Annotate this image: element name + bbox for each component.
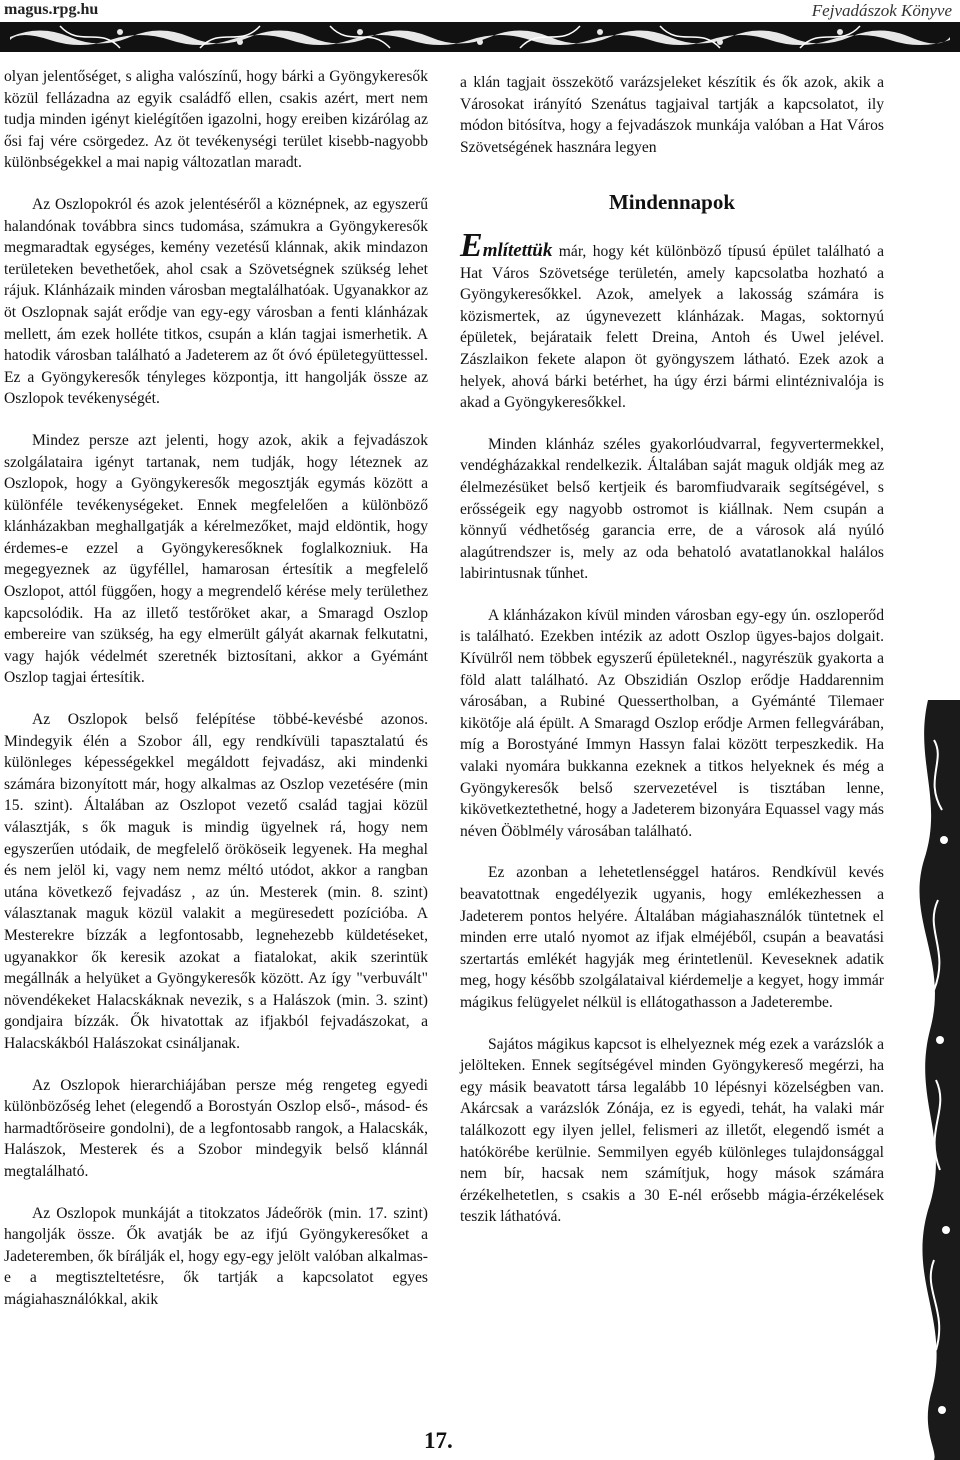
decorative-border-art (894, 700, 960, 1460)
page-header (0, 0, 960, 52)
paragraph: Az Oszlopok munkáját a titokzatos Jádeőrök (min. 17. szint) hangolják össze. Ők avatják be az ifjú Gyöngykeresőket a Jadeteremben, ők bírálják el, hogy egy-egy jelölt valóban alkalmas-e a megtiszteltetésre, ők tartják a kapcsolatot egyes mágiahasználókkal, akik (4, 1204, 428, 1308)
paragraph: Minden klánház széles gyakorlóudvarral, fegyvertermekkel, vendégházakkal rendelkezik. Általában saját maguk oldják meg az élelmezésüket belső kertjeik és baromfiudvaraik segítségével, s erősségeik egy nagyobb ostromot is kiállnak. Nem csupán a könnyű védhetőség garancia erre, de a városok alá nyúló alagútrendszer is, mely az oda behatoló avatatlanokkal halálos labirintusnak tűnhet. (460, 435, 884, 583)
paragraph: Ez azonban a lehetetlenséggel határos. Rendkívül kevés beavatottnak engedélyezik ugyanis, hogy emlékezhessen a Jadeterem pontos helyére. Általában mágiahasználók tüntetnek el minden erre utaló nyomot az ifjak elméjéből, csupán a beavatási szertartás emlékét hagyják meg érintetlenül. Keveseknek adatik meg, hogy később szolgálataival kiérdemelje a kegyet, hogy immár mágikus felügyelet nélkül is ellátogathasson a Jadeterembe. (460, 864, 884, 1011)
drop-word: mlítettük (482, 239, 553, 261)
left-column (4, 66, 428, 1330)
paragraph: Az Oszlopok belső felépítése többé-kevésbé azonos. Mindegyik élén a Szobor áll, egy rendkívüli tapasztalatú és különleges képességekkel megáldott fejvadász, aki mindenki számára bizonyított már, hogy alkalmas az Oszlop vezetésére (min 15. szint). Általában az Oszlopot vezető család tagjai közül választják, s ők maguk is mindig ügyelnek rá, hogy nem egyszerűen utódaik, de megfelelő örököseik legyenek. Ha meghal és nem jelöl ki, vagy nem nemz méltó utódot, akkor a rangban utána következő fejvadász , az ún. Mesterek (min. 8. szint) választanak maguk közül valakit a megüresedett pozícióba. A Mesterekre bízzák a legfontosabb, legnehezebb küldetéseket, ugyanakkor ők keresik azokat a fiatalokat, akik szerintük megállnák a helyüket a Gyöngykeresők között. Az így "verbuvált" növendékeket Halacskáknak nevezik, s a Halászok (min. 3. szint) gondjaira bízzák. Ők hivatottak az ifjakból fejvadászokat, a Halacskákból Halászokat csináljanak. (4, 711, 428, 1052)
drop-cap: E (460, 226, 483, 264)
paragraph: A klánházakon kívül minden városban egy-egy ún. oszloperőd is található. Ezekben intézik az adott Oszlop ügyes-bajos dolgait. Kívülről nem többek egyszerű épületeknél., nagyrészük gyakorta a föld alatt található. Az Obszidián Oszlop erődje Haddarennim városában, a Rubiné Quessertholban, a Gyémánté Tilemaer kikötője alá épült. A Smaragd Oszlop erődje Armen fellegvárában, míg a Borostyáné Immyn Hassyn falai között terpeszkedik. Ha valaki nyomára bukkanna ezeknek a titkos helyeknek és még a Gyöngykeresők belső szervezetével is tisztában lenne, kikövetkeztethetné, hogy a Jadeterem bizonyára Equassel vagy más néven Ööblmély városában található. (460, 606, 884, 840)
paragraph: a klán tagjait összekötő varázsjeleket készítik és ők azok, akik a Városokat irányító Szenátus tagjaival tartják a kapcsolatot, ily módon bitósítva, hogy a fejvadászok munkája valóban a Hat Város Szövetségének hasznára legyen (460, 74, 884, 156)
book-title: Fejvadászok Könyve (811, 1, 952, 20)
page-number: 17. (424, 1428, 453, 1453)
paragraph: Az Oszlopok hierarchiájában persze még rengeteg egyedi különbözőség lehet (elegendő a Borostyán Oszlop első-, másod- és harmadtőröseire gondolni), de a legfontosabb rangok, a Halacskák, Halászok, Mesterek és a Szobor mindegyik belső klánnál megtalálható. (4, 1076, 428, 1180)
paragraph: olyan jelentőséget, s aligha valószínű, hogy bárki a Gyöngykeresők közül fellázadna az egyik családfő ellen, csakis azért, mert nem tudja minden igényt kielégítően igazolni, hogy ereiben kizárólag az ősi faj vére csörgedez. Az öt tevékenységi terület kisebb-nagyobb különbségekkel a mai napig változatlan maradt. (4, 68, 428, 172)
paragraph: Sajátos mágikus kapcsot is elhelyeznek még ezek a varázslók a jelölteken. Ennek segítségével minden Gyöngykereső megérzi, ha egy másik beavatott társa legalább 10 lépésnyi közelségben van. Akárcsak a varázslók Zónája, ez is egyedi, tehát, ha valaki már találkozott egy ilyen jellel, felismeri az illetőt, elegendő ismét a hatókörébe kerülnie. Semmilyen egyéb különleges tulajdonsággal nem bír, hacsak nem számítjuk, hogy mások számára érzékelhetetlen, s csakis a 30 E-nél erősebb mágia-érzékelések teszik láthatóvá. (460, 1035, 884, 1226)
paragraph-dropcap (460, 226, 884, 414)
ornamental-banner (0, 22, 960, 52)
right-column (460, 72, 884, 1248)
site-name: magus.rpg.hu (4, 1, 99, 18)
paragraph-text: már, hogy két különböző típusú épület található a Hat Város Szövetsége területén, amely kapcsolatba hozható a Gyöngykeresőkkel. Azok, amelyek a lakosság számára is közismertek, az úgynevezett klánházak. Magas, soktornyú épületek, bejárataik felett Dreina, Antoh és Uwel jelével. Zászlaikon fekete alapon öt gyöngyszem látható. Ezek azok a helyek, ahová bárki betérhet, ha úgy érzi bármi elintéznivalója is akad a Gyöngykeresőkkel. (460, 242, 884, 412)
paragraph: Mindez persze azt jelenti, hogy azok, akik a fejvadászok szolgálataira igényt tartanak, nem tudják, hogy léteznek az Oszlopok, hogy a Gyöngykeresők megosztják egymás között a különféle tevékenységeket. Ennek megfelelően a különböző klánházakban meghallgatják a kérelmezőket, majd eldöntik, hogy érdemes-e ezzel a Gyöngykeresőknek foglalkozniuk. Ha megegyeznek az ügyféllel, hamarosan értesítik a megfelelő Oszlopot, attól függően, hogy a megrendelő kérése mely területhez kapcsolódik. Ha az illető testőröket akar, a Smaragd Oszlop embereire van szükség, ha egy elmerült gályát akarnak felkutatni, vagy hajók védelmét szeretnék biztosítani, akkor a Gyémánt Oszlop tagjai értesítik. (4, 431, 428, 687)
paragraph: Az Oszlopokról és azok jelentéséről a köznépnek, az egyszerű halandónak továbbra sincs tudomása, számukra a Gyöngykeresők megmaradtak egységes, kemény vezetésű klánnak, akik mindazon területeken bevethetőek, ahol csak a Szövetségnek szükség lehet rájuk. Klánházaik minden városban megtalálhatóak. Ugyanakkor az öt Oszlopnak saját erődje van egy-egy városban a fenti klánházak mellett, ám ezek holléte titkos, csupán a klán tagjai ismerhetik. A hatodik városban található a Jadeterem az őt óvó épületegyüttessel. Ez a Gyöngykeresők tényleges központja, itt hangolják össze az Oszlopok tevékenységét. (4, 195, 428, 408)
section-title: Mindennapok (608, 190, 736, 215)
